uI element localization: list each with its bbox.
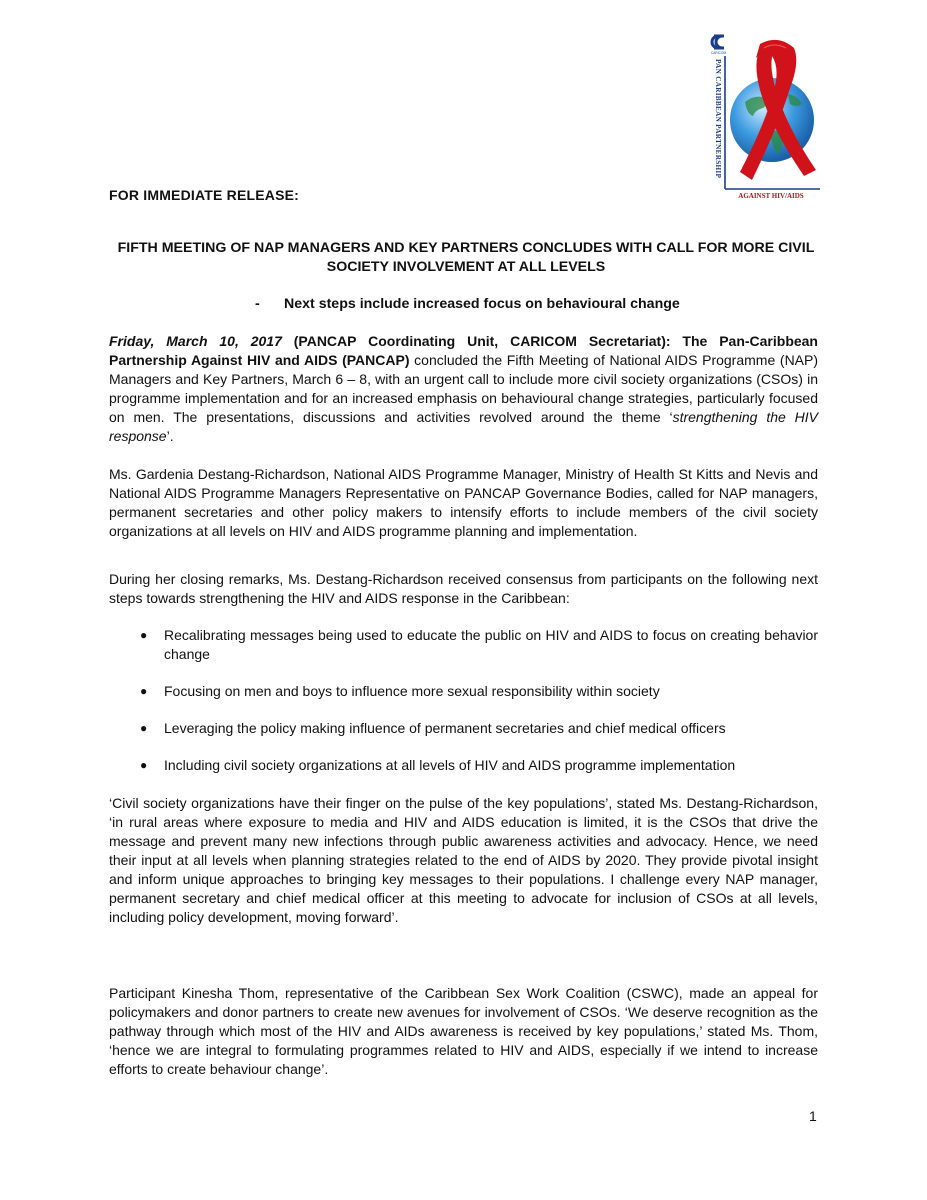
list-item-text: Leveraging the policy making influence of permanent secretaries and chief medical officers [164,720,726,736]
list-item-text: Focusing on men and boys to influence more sexual responsibility within society [164,683,660,699]
subhead-dash: - [255,296,260,312]
bullet-icon: ● [140,758,148,772]
pancap-logo-graphic [700,32,822,202]
paragraph-intro [109,332,818,446]
list-item [109,756,818,775]
intro-theme: strengthening the HIV response [109,409,818,444]
logo-tagline: AGAINST HIV/AIDS [738,192,804,200]
subhead-text: Next steps include increased focus on behavioural change [284,296,680,312]
pancap-logo [700,32,822,202]
next-steps-list [109,626,818,775]
page-number: 1 [809,1108,817,1124]
intro-body: concluded the Fifth Meeting of National AIDS Programme (NAP) Managers and Key Partners, March 6 – 8, with an urgent call to include more civil society organizations (CSOs) in programme implementation and for an increased emphasis on behavioural change strategies, particularly focused on men. The presentations, discussions and activities revolved around the theme ‘ [109,352,819,425]
dateline-source: (PANCAP Coordinating Unit, CARICOM Secretariat): The Pan-Caribbean Partnership Against HIV and AIDS (PANCAP) [109,333,818,368]
list-item-text: Including civil society organizations at all levels of HIV and AIDS programme implementation [164,757,736,773]
paragraph-destang: Ms. Gardenia Destang-Richardson, National AIDS Programme Manager, Ministry of Health St Kitts and Nevis and National AIDS Programme Managers Representative on PANCAP Governance Bodies, called for NAP managers, permanent secretaries and other policy makers to intensify efforts to include members of the civil society organizations at all levels on HIV and AIDS programme planning and implementation. [109,466,818,539]
bullet-icon: ● [140,684,148,698]
list-item [109,719,818,756]
headline: FIFTH MEETING OF NAP MANAGERS AND KEY PARTNERS CONCLUDES WITH CALL FOR MORE CIVIL SOCIETY INVOLVEMENT AT ALL LEVELS [117,240,815,275]
bullet-icon: ● [140,721,148,735]
list-item [109,626,818,682]
intro-end: ’. [166,428,174,444]
paragraph-closing-remarks: During her closing remarks, Ms. Destang-Richardson received consensus from participants on the following next steps towards strengthening the HIV and AIDS response in the Caribbean: [109,571,818,606]
caricom-mark-icon [712,36,724,48]
list-item [109,682,818,719]
logo-org-text: PAN CARIBBEAN PARTNERSHIP [714,59,722,179]
dateline-date: Friday, March 10, 2017 [109,333,282,349]
release-label: FOR IMMEDIATE RELEASE: [109,187,300,203]
paragraph-quote-thom: Participant Kinesha Thom, representative of the Caribbean Sex Work Coalition (CSWC), made an appeal for policymakers and donor partners to create new avenues for involvement of CSOs. ‘We deserve recognition as the pathway through which most of the HIV and AIDs awareness is received by key populations,’ stated Ms. Thom, ‘hence we are integral to formulating programmes related to HIV and AIDS, especially if we intend to increase efforts to create behaviour change’. [109,985,818,1077]
bullet-icon: ● [140,628,148,642]
svg-text:CARICOM: CARICOM [711,51,727,55]
list-item-text: Recalibrating messages being used to educate the public on HIV and AIDS to focus on creating behavior change [164,627,818,662]
paragraph-quote-destang: ‘Civil society organizations have their finger on the pulse of the key populations’, stated Ms. Destang-Richardson, ‘in rural areas where exposure to media and HIV and AIDS education is limited, it is the CSOs that drive the message and prevent many new infections through public awareness activities and advocacy. Hence, we need their input at all levels when planning strategies related to the end of AIDS by 2020. They provide pivotal insight and inform unique approaches to bringing key messages to their populations. I challenge every NAP manager, permanent secretary and chief medical officer at this meeting to advocate for inclusion of CSOs at all levels, including policy development, moving forward’. [109,795,818,925]
